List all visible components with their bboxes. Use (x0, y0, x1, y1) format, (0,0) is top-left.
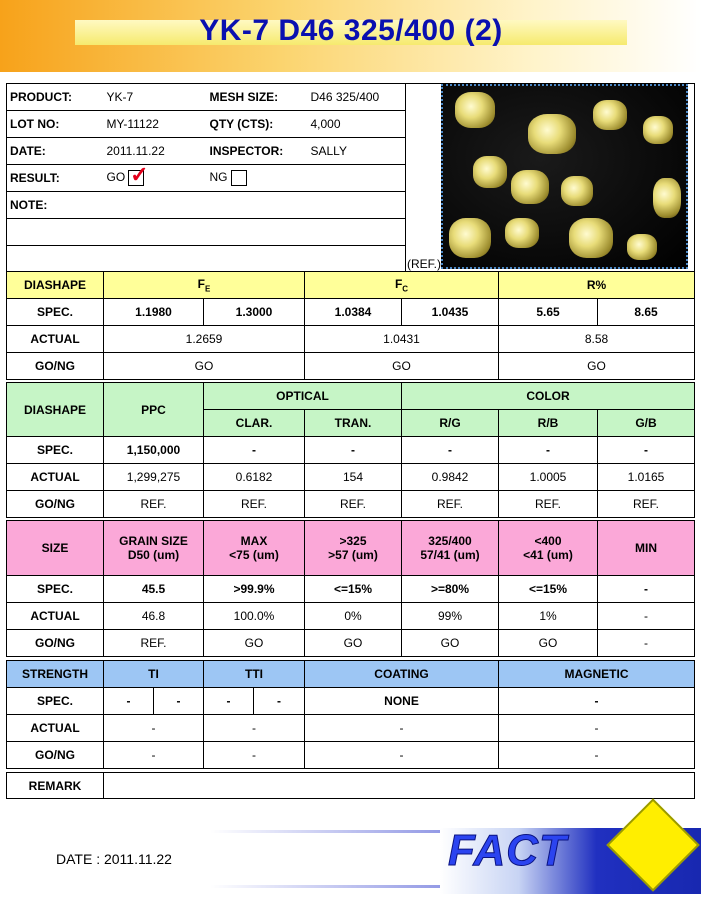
fe-actual: 1.2659 (104, 326, 305, 353)
coating-actual: - (305, 715, 499, 742)
actual-label: ACTUAL (7, 326, 104, 353)
qty-label: QTY (CTS): (207, 111, 308, 138)
fc-spec-min: 1.0384 (305, 299, 402, 326)
over-325-spec: <=15% (305, 576, 402, 603)
rb-head: R/B (499, 410, 598, 437)
optical-head: OPTICAL (204, 383, 402, 410)
mesh-label: MESH SIZE: (207, 84, 308, 111)
spec-label: SPEC. (7, 299, 104, 326)
gong-label: GO/NG (7, 742, 104, 769)
fe-head: $F_E$ (104, 272, 305, 299)
date-label: DATE: (7, 138, 104, 165)
max-head: MAX <75 (um) (204, 521, 305, 576)
clar-actual: 0.6182 (204, 464, 305, 491)
spec-label: SPEC. (7, 576, 104, 603)
go-checkbox[interactable] (128, 164, 149, 187)
ng-checkbox[interactable] (231, 170, 247, 186)
over-325-gong: GO (305, 630, 402, 657)
go-label: GO (106, 170, 126, 185)
tti-spec-min: - (204, 688, 254, 715)
ti-actual: - (104, 715, 204, 742)
note-label: NOTE: (7, 192, 104, 219)
magnetic-actual: - (499, 715, 695, 742)
rb-spec: - (499, 437, 598, 464)
lot-label: LOT NO: (7, 111, 104, 138)
size-table (6, 520, 695, 657)
r-gong: GO (499, 353, 695, 380)
rg-head: R/G (402, 410, 499, 437)
tran-spec: - (305, 437, 402, 464)
product-label: PRODUCT: (7, 84, 104, 111)
footer-date: DATE : 2011.11.22 (56, 851, 172, 867)
note-line-1 (7, 219, 406, 246)
gb-spec: - (598, 437, 695, 464)
color-head: COLOR (402, 383, 695, 410)
fc-head: $F_C$ (305, 272, 499, 299)
date-value: 2011.11.22 (104, 138, 207, 165)
max-actual: 100.0% (204, 603, 305, 630)
qty-value: 4,000 (308, 111, 406, 138)
note-value (104, 192, 406, 219)
rg-actual: 0.9842 (402, 464, 499, 491)
range-actual: 99% (402, 603, 499, 630)
optical-color-table (6, 382, 695, 518)
result-empty (308, 165, 406, 192)
lot-value: MY-11122 (104, 111, 207, 138)
grain-gong: REF. (104, 630, 204, 657)
clar-head: CLAR. (204, 410, 305, 437)
max-gong: GO (204, 630, 305, 657)
magnetic-head: MAGNETIC (499, 661, 695, 688)
fc-gong: GO (305, 353, 499, 380)
fact-logo: FACT (448, 826, 567, 875)
r-spec-max: 8.65 (598, 299, 695, 326)
spec-label: SPEC. (7, 437, 104, 464)
remark-table (6, 772, 695, 799)
gong-label: GO/NG (7, 630, 104, 657)
r-spec-min: 5.65 (499, 299, 598, 326)
coating-gong: - (305, 742, 499, 769)
strength-table (6, 660, 695, 769)
tti-actual: - (204, 715, 305, 742)
gb-actual: 1.0165 (598, 464, 695, 491)
gb-head: G/B (598, 410, 695, 437)
inspector-label: INSPECTOR: (207, 138, 308, 165)
ppc-head: PPC (104, 383, 204, 437)
tti-gong: - (204, 742, 305, 769)
clar-spec: - (204, 437, 305, 464)
photo-caption: (REF.) (407, 257, 441, 271)
under-400-head: <400 <41 (um) (499, 521, 598, 576)
ti-spec-max: - (154, 688, 204, 715)
diashape-head: DIASHAPE (7, 272, 104, 299)
range-gong: GO (402, 630, 499, 657)
gb-gong: REF. (598, 491, 695, 518)
mesh-value: D46 325/400 (308, 84, 406, 111)
tti-spec-max: - (254, 688, 305, 715)
ti-gong: - (104, 742, 204, 769)
actual-label: ACTUAL (7, 603, 104, 630)
gong-label: GO/NG (7, 353, 104, 380)
page-title: YK-7 D46 325/400 (2) (199, 14, 503, 47)
ppc-actual: 1,299,275 (104, 464, 204, 491)
result-go (104, 165, 207, 192)
fe-gong: GO (104, 353, 305, 380)
r-actual: 8.58 (499, 326, 695, 353)
fe-spec-max: 1.3000 (204, 299, 305, 326)
grain-actual: 46.8 (104, 603, 204, 630)
coating-head: COATING (305, 661, 499, 688)
magnetic-gong: - (499, 742, 695, 769)
tran-head: TRAN. (305, 410, 402, 437)
result-label: RESULT: (7, 165, 104, 192)
grain-spec: 45.5 (104, 576, 204, 603)
under-400-actual: 1% (499, 603, 598, 630)
size-head: SIZE (7, 521, 104, 576)
actual-label: ACTUAL (7, 715, 104, 742)
rg-spec: - (402, 437, 499, 464)
diashape2-head: DIASHAPE (7, 383, 104, 437)
ppc-spec: 1,150,000 (104, 437, 204, 464)
product-value: YK-7 (104, 84, 207, 111)
ti-spec-min: - (104, 688, 154, 715)
ppc-gong: REF. (104, 491, 204, 518)
remark-value (104, 773, 695, 799)
check-mark-icon: ✓ (130, 164, 149, 187)
min-head: MIN (598, 521, 695, 576)
coating-spec: NONE (305, 688, 499, 715)
diamond-sample-photo (441, 84, 688, 269)
fe-spec-min: 1.1980 (104, 299, 204, 326)
rb-actual: 1.0005 (499, 464, 598, 491)
spec-label: SPEC. (7, 688, 104, 715)
gong-label: GO/NG (7, 491, 104, 518)
max-spec: >99.9% (204, 576, 305, 603)
over-325-head: >325 >57 (um) (305, 521, 402, 576)
under-400-gong: GO (499, 630, 598, 657)
remark-label: REMARK (7, 773, 104, 799)
fc-spec-max: 1.0435 (402, 299, 499, 326)
magnetic-spec: - (499, 688, 695, 715)
inspector-value: SALLY (308, 138, 406, 165)
ng-label: NG (209, 170, 228, 185)
r-head: R% (499, 272, 695, 299)
strength-head: STRENGTH (7, 661, 104, 688)
range-325-400-head: 325/400 57/41 (um) (402, 521, 499, 576)
ti-head: TI (104, 661, 204, 688)
over-325-actual: 0% (305, 603, 402, 630)
tran-gong: REF. (305, 491, 402, 518)
result-ng (207, 165, 308, 192)
rb-gong: REF. (499, 491, 598, 518)
tti-head: TTI (204, 661, 305, 688)
note-line-2 (7, 246, 406, 272)
clar-gong: REF. (204, 491, 305, 518)
fc-actual: 1.0431 (305, 326, 499, 353)
tran-actual: 154 (305, 464, 402, 491)
actual-label: ACTUAL (7, 464, 104, 491)
under-400-spec: <=15% (499, 576, 598, 603)
grain-size-head: GRAIN SIZE D50 (um) (104, 521, 204, 576)
rg-gong: REF. (402, 491, 499, 518)
diashape-table (6, 271, 695, 380)
min-gong: - (598, 630, 695, 657)
min-actual: - (598, 603, 695, 630)
range-spec: >=80% (402, 576, 499, 603)
min-spec: - (598, 576, 695, 603)
